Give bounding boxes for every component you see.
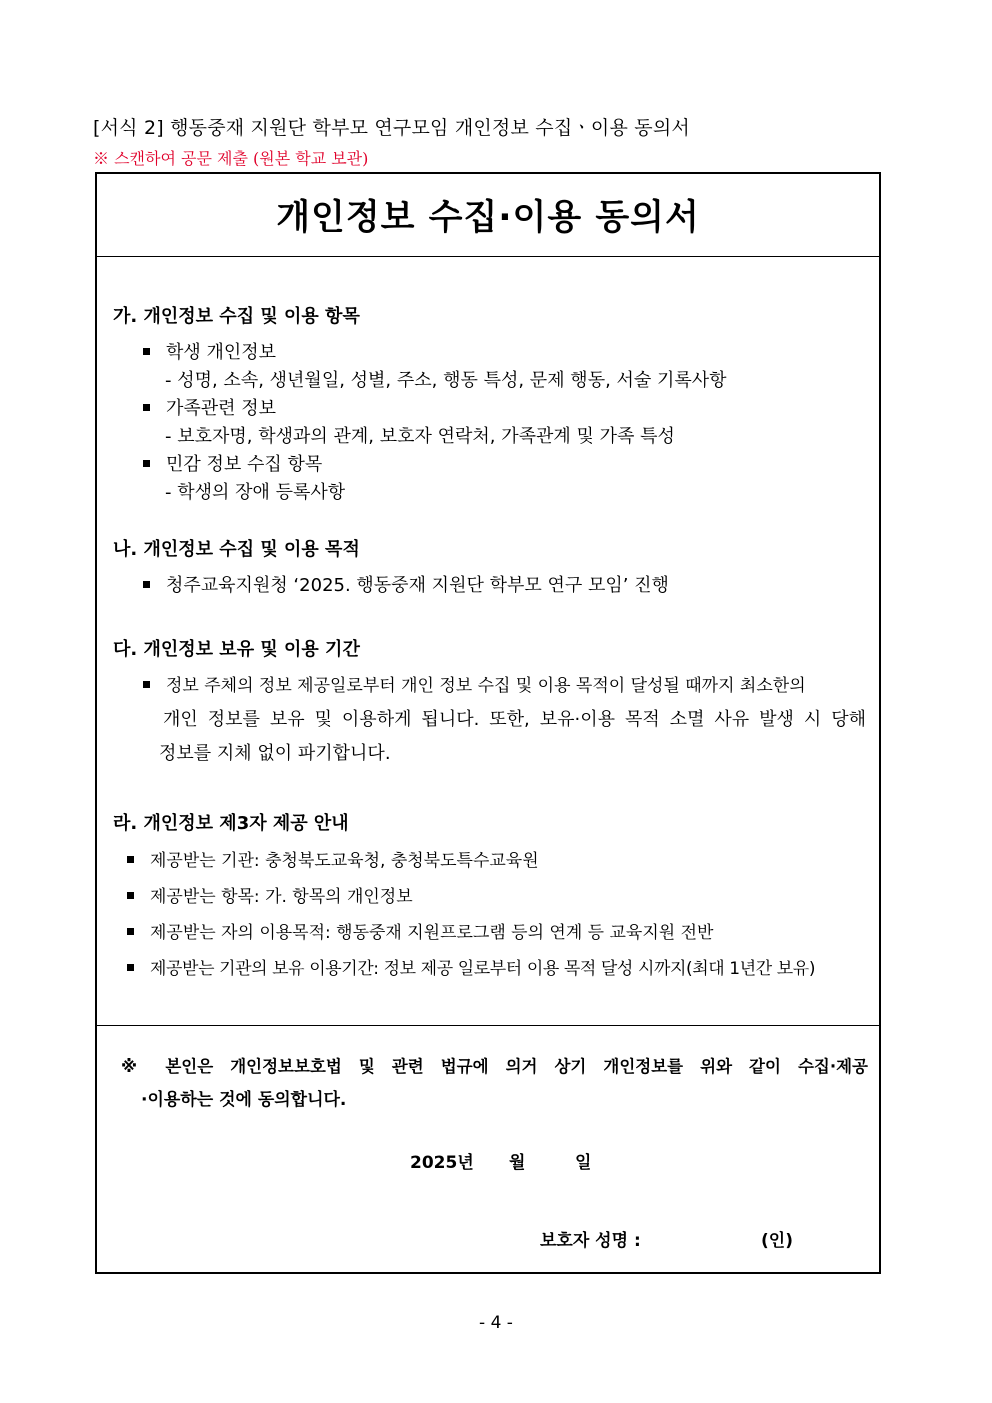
square-bullet-icon	[143, 681, 150, 688]
square-bullet-icon	[143, 348, 150, 355]
section-a-heading: 가. 개인정보 수집 및 이용 항목	[113, 306, 360, 327]
section-a-sub-1: - 성명, 소속, 생년월일, 성별, 주소, 행동 특성, 문제 행동, 서술 기록사항	[165, 370, 727, 391]
consent-divider	[97, 1025, 879, 1026]
square-bullet-icon	[127, 856, 134, 863]
date-year: 2025년	[410, 1153, 474, 1173]
section-b-heading: 나. 개인정보 수집 및 이용 목적	[113, 539, 360, 560]
section-d-bullet-1: 제공받는 기관: 충청북도교육청, 충청북도특수교육원	[127, 846, 539, 871]
section-a-bullet-3: 민감 정보 수집 항목	[143, 450, 322, 476]
square-bullet-icon	[127, 892, 134, 899]
form-title-cell	[97, 174, 879, 257]
date-day: 일	[575, 1153, 592, 1173]
form-number-title: [서식 2] 행동중재 지원단 학부모 연구모임 개인정보 수집ㆍ이용 동의서	[93, 117, 690, 139]
guardian-signature-label: 보호자 성명 :	[540, 1231, 641, 1251]
square-bullet-icon	[143, 581, 150, 588]
section-a-bullet-2: 가족관련 정보	[143, 394, 276, 420]
consent-form	[95, 172, 881, 1274]
consent-statement-line-1: ※ 본인은 개인정보보호법 및 관련 법규에 의거 상기 개인정보를 위와 같이 수집·제공	[121, 1057, 868, 1076]
square-bullet-icon	[127, 964, 134, 971]
section-c-heading: 다. 개인정보 보유 및 이용 기간	[113, 639, 360, 660]
section-d-bullet-3: 제공받는 자의 이용목적: 행동중재 지원프로그램 등의 연계 등 교육지원 전반	[127, 918, 713, 943]
section-d-heading: 라. 개인정보 제3자 제공 안내	[113, 813, 349, 834]
section-d-bullet-4: 제공받는 기관의 보유 이용기간: 정보 제공 일로부터 이용 목적 달성 시까지(최대 1년간 보유)	[127, 954, 815, 979]
square-bullet-icon	[127, 928, 134, 935]
seal-mark: (인)	[761, 1231, 793, 1251]
section-c-line-2: 개인 정보를 보유 및 이용하게 됩니다. 또한, 보유·이용 목적 소멸 사유 발생 시 당해	[163, 709, 866, 730]
section-b-bullet-1: 청주교육지원청 ‘2025. 행동중재 지원단 학부모 연구 모임’ 진행	[143, 571, 669, 597]
form-title: 개인정보 수집·이용 동의서	[276, 198, 700, 238]
square-bullet-icon	[143, 460, 150, 467]
section-a-sub-3: - 학생의 장애 등록사항	[165, 482, 346, 503]
date-month: 월	[509, 1153, 526, 1173]
section-a-sub-2: - 보호자명, 학생과의 관계, 보호자 연락처, 가족관계 및 가족 특성	[165, 426, 675, 447]
square-bullet-icon	[143, 404, 150, 411]
section-c-line-1: 정보 주체의 정보 제공일로부터 개인 정보 수집 및 이용 목적이 달성될 때까지 최소한의	[143, 671, 806, 696]
submission-note: ※ 스캔하여 공문 제출 (원본 학교 보관)	[93, 149, 369, 168]
section-c-line-3: 정보를 지체 없이 파기합니다.	[159, 743, 391, 764]
section-d-bullet-2: 제공받는 항목: 가. 항목의 개인정보	[127, 882, 413, 907]
section-a-bullet-1: 학생 개인정보	[143, 338, 276, 364]
consent-statement-line-2: ·이용하는 것에 동의합니다.	[141, 1090, 347, 1110]
page-number: - 4 -	[479, 1313, 513, 1333]
